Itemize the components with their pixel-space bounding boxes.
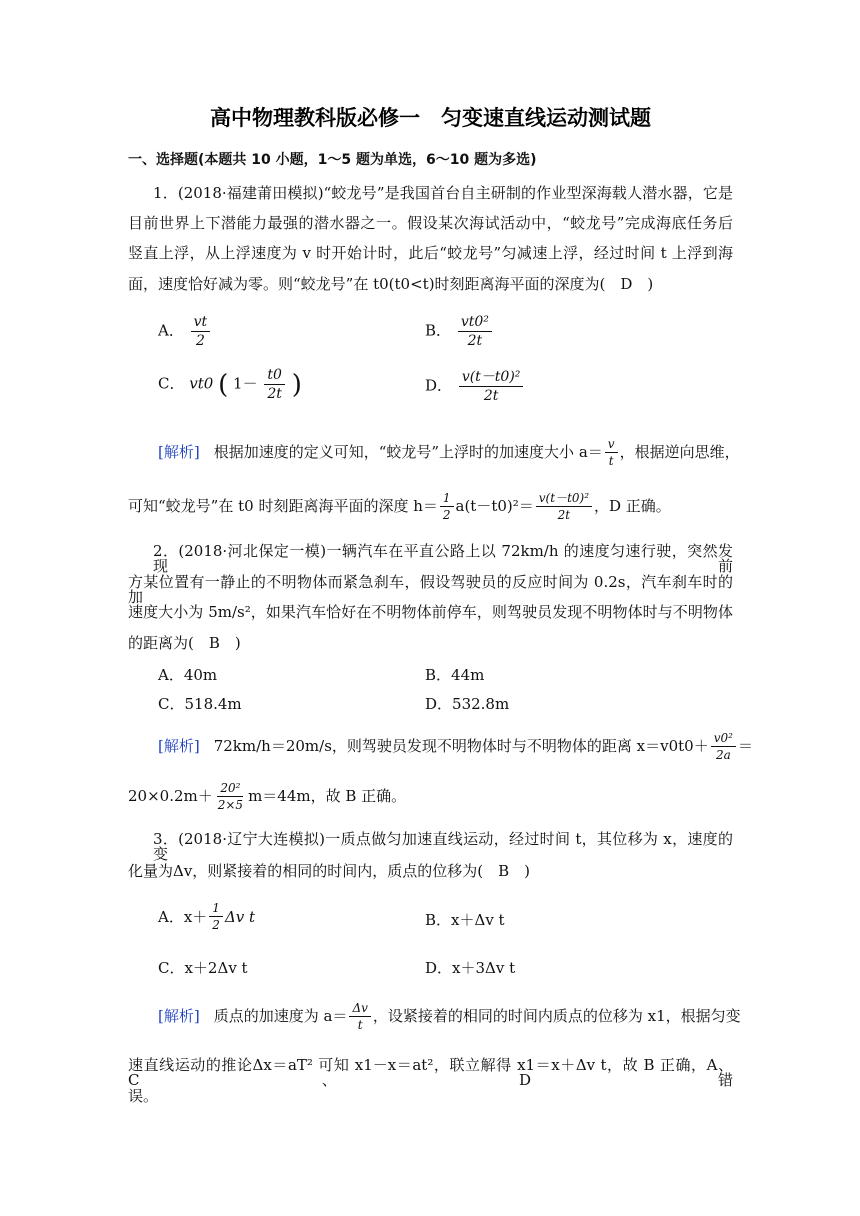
section-heading: 一、选择题(本题共 10 小题，1～5 题为单选，6～10 题为多选) bbox=[128, 152, 537, 168]
q3-analysis-line-2: 速直线运动的推论Δx＝aT² 可知 x1－x＝at²，联立解得 x1＝x＋Δv t，故 B 正确，A、C、D 错 bbox=[128, 1056, 733, 1089]
q2-analysis-text-2b: m＝44m，故 B 正确。 bbox=[248, 787, 407, 805]
q1-option-d-num: v(t－t0)² bbox=[459, 370, 524, 387]
q2-line-2: 方某位置有一静止的不明物体而紧急刹车，假设驾驶员的反应时间为 0.2s，汽车刹车时的加 bbox=[128, 573, 733, 606]
q1-analysis-text-1a: 根据加速度的定义可知，“蛟龙号”上浮时的加速度大小 a＝ bbox=[213, 443, 603, 461]
q2-line-1: 2．(2018·河北保定一模)一辆汽车在平直公路上以 72km/h 的速度匀速行驶，突然发现前 bbox=[153, 542, 733, 575]
q3-line-1: 3．(2018·辽宁大连模拟)一质点做匀加速直线运动，经过时间 t，其位移为 x，速度的变 bbox=[153, 830, 733, 863]
q3-option-a-suffix: Δv t bbox=[224, 907, 256, 926]
q1-analysis-line-1 bbox=[158, 437, 740, 468]
q1-option-b bbox=[425, 315, 494, 348]
q1-analysis-fraction-1-num: v bbox=[605, 438, 618, 453]
q1-option-d-label: D． bbox=[425, 376, 453, 395]
q3-analysis-tag: [解析] bbox=[158, 1007, 200, 1025]
q1-analysis-fraction-2-den: 2t bbox=[557, 508, 571, 522]
q3-option-b: B．x＋Δv t bbox=[425, 911, 505, 929]
q1-analysis-half-fraction bbox=[440, 492, 454, 521]
q2-line-3: 速度大小为 5m/s²，如果汽车恰好在不明物体前停车，则驾驶员发现不明物体时与不明物体 bbox=[128, 603, 733, 621]
q2-option-b: B．44m bbox=[425, 666, 485, 684]
q3-analysis-text-1a: 质点的加速度为 a＝ bbox=[213, 1007, 348, 1025]
q1-option-c bbox=[158, 368, 302, 401]
q1-option-c-prefix: vt0 bbox=[189, 374, 214, 393]
q2-option-d: D．532.8m bbox=[425, 695, 510, 713]
q1-option-a-den: 2 bbox=[195, 333, 205, 349]
q2-analysis-fraction-2-num: 20² bbox=[217, 782, 243, 797]
q1-option-d-fraction bbox=[459, 370, 524, 403]
q3-analysis-fraction-1-num: Δv bbox=[349, 1002, 370, 1017]
q3-option-c: C．x＋2Δv t bbox=[158, 959, 248, 977]
q2-analysis-fraction-1 bbox=[711, 732, 736, 761]
q1-option-a-label: A． bbox=[158, 321, 184, 340]
q3-analysis-text-1b: ，设紧接着的相同的时间内质点的位移为 x1，根据匀变 bbox=[372, 1007, 741, 1025]
q2-analysis-text-1a: 72km/h＝20m/s，则驾驶员发现不明物体时与不明物体的距离 x＝v0t0＋ bbox=[213, 737, 709, 755]
q3-analysis-line-1 bbox=[158, 1001, 741, 1032]
q1-analysis-fraction-1-den: t bbox=[608, 454, 614, 468]
q3-option-a-den: 2 bbox=[212, 918, 220, 932]
q2-analysis-tag: [解析] bbox=[158, 737, 200, 755]
q3-option-d: D．x＋3Δv t bbox=[425, 959, 516, 977]
q2-analysis-fraction-2-den: 2×5 bbox=[217, 798, 244, 812]
q1-option-c-num: t0 bbox=[264, 368, 285, 385]
q2-analysis-line-2 bbox=[128, 782, 406, 811]
q1-analysis-half-num: 1 bbox=[440, 492, 454, 507]
q1-line-2: 目前世界上下潜能力最强的潜水器之一。假设某次海试活动中，“蛟龙号”完成海底任务后 bbox=[128, 214, 733, 232]
q1-option-b-den: 2t bbox=[467, 333, 483, 349]
q1-option-c-inner: 1－ bbox=[233, 374, 258, 393]
q3-analysis-fraction-1-den: t bbox=[357, 1018, 363, 1032]
q1-option-c-left-paren: ( bbox=[218, 369, 229, 400]
q1-option-a-num: vt bbox=[191, 315, 211, 332]
q1-option-c-den: 2t bbox=[267, 386, 282, 402]
q2-option-c: C．518.4m bbox=[158, 695, 242, 713]
q1-option-c-label: C． bbox=[158, 374, 185, 393]
q1-option-b-num: vt0² bbox=[458, 315, 492, 332]
q3-option-a-prefix: A．x＋ bbox=[158, 908, 208, 926]
q1-option-c-fraction bbox=[264, 368, 285, 401]
q1-analysis-fraction-2 bbox=[536, 492, 592, 521]
q1-line-1: 1．(2018·福建莆田模拟)“蛟龙号”是我国首台自主研制的作业型深海载人潜水器，它是 bbox=[153, 184, 733, 202]
q1-analysis-fraction-2-num: v(t－t0)² bbox=[536, 492, 592, 507]
q2-analysis-fraction-1-den: 2a bbox=[715, 748, 731, 762]
q1-analysis-text-1b: ，根据逆向思维， bbox=[619, 443, 740, 461]
q1-analysis-line-2 bbox=[128, 492, 671, 521]
q1-analysis-text-2a: 可知“蛟龙号”在 t0 时刻距离海平面的深度 h＝ bbox=[128, 497, 438, 515]
q2-option-a: A．40m bbox=[158, 666, 218, 684]
q1-option-d-den: 2t bbox=[483, 388, 499, 404]
q1-option-d bbox=[425, 370, 525, 403]
q1-line-4: 面，速度恰好减为零。则“蛟龙号”在 t0(t0<t)时刻距离海平面的深度为( D ) bbox=[128, 275, 654, 293]
q1-analysis-half-den: 2 bbox=[442, 508, 451, 522]
page-title: 高中物理教科版必修一 匀变速直线运动测试题 bbox=[210, 106, 651, 130]
q2-analysis-fraction-2 bbox=[215, 782, 246, 811]
q3-option-a-num: 1 bbox=[209, 902, 223, 917]
q2-analysis-fraction-1-num: v0² bbox=[711, 732, 736, 747]
q2-analysis-text-2a: 20×0.2m＋ bbox=[128, 787, 213, 805]
q2-analysis-text-1b: ＝ bbox=[737, 737, 753, 755]
q1-line-3: 竖直上浮，从上浮速度为 v 时开始计时，此后“蛟龙号”匀减速上浮，经过时间 t 上浮到海 bbox=[128, 244, 733, 262]
q3-analysis-line-3: 误。 bbox=[128, 1087, 159, 1105]
q1-analysis-tag: [解析] bbox=[158, 443, 200, 461]
q3-option-a-fraction bbox=[209, 902, 223, 931]
q1-analysis-text-2b: a(t－t0)²＝ bbox=[455, 497, 534, 515]
q2-line-4: 的距离为( B ) bbox=[128, 634, 241, 652]
q1-option-a bbox=[158, 315, 212, 348]
q3-analysis-fraction-1 bbox=[349, 1002, 370, 1031]
q1-analysis-text-2c: ，D 正确。 bbox=[594, 497, 671, 515]
q1-option-b-fraction bbox=[458, 315, 492, 348]
q1-analysis-fraction-1 bbox=[605, 438, 618, 467]
q2-analysis-line-1 bbox=[158, 732, 753, 761]
q3-line-2: 化量为Δv，则紧接着的相同的时间内，质点的位移为( B ) bbox=[128, 862, 531, 880]
q1-option-c-right-paren: ) bbox=[291, 369, 302, 400]
q3-option-a bbox=[158, 902, 255, 931]
q1-option-b-label: B． bbox=[425, 321, 452, 340]
q1-option-a-fraction bbox=[191, 315, 211, 348]
